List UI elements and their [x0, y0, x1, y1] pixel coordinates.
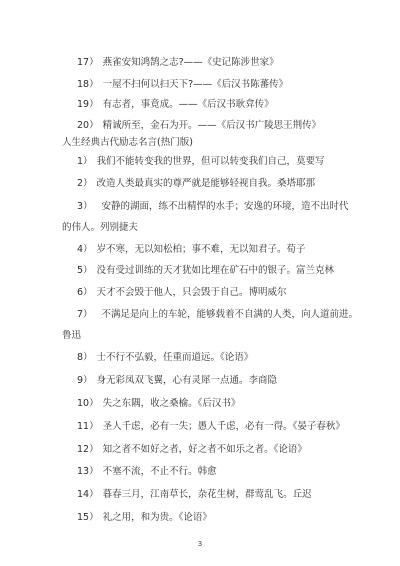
quote-number: 6） [77, 287, 93, 298]
quote-text: 身无彩凤双飞翼，心有灵犀一点通。李商隐 [96, 375, 278, 386]
section-title: 人生经典古代励志名言(热门版) [62, 137, 193, 148]
quote-text: 士不行不弘毅，任重而道远。《论语》 [96, 352, 254, 363]
quote-text: 燕雀安知鸿鹄之志?——《史记陈涉世家》 [102, 57, 279, 68]
quote-5 [77, 264, 334, 277]
quote-number: 19） [77, 99, 99, 110]
quote-text: 有志者，事竟成。——《后汉书耿弇传》 [102, 99, 274, 110]
quote-text: 精诚所至，金石为开。——《后汉书广陵思王荆传》 [102, 120, 322, 131]
quote-number: 4） [77, 244, 93, 255]
quote-13 [77, 465, 217, 478]
page-number: 3 [197, 540, 203, 548]
quote-9 [77, 374, 277, 387]
quote-3 [77, 200, 349, 213]
quote-number: 18） [77, 79, 99, 90]
quote-number: 20） [77, 120, 99, 131]
quote-8 [77, 351, 253, 364]
quote-number: 12） [77, 444, 99, 455]
quote-number: 3） [77, 201, 93, 212]
quote-text: 圣人千虑，必有一失；愚人千虑，必有一得。《晏子春秋》 [102, 421, 345, 432]
quote-text: 失之东隅，收之桑榆。《后汉书》 [102, 398, 241, 409]
quote-2 [77, 177, 315, 190]
quote-text: 岁不寒，无以知松柏；事不难，无以知君子。荀子 [96, 244, 306, 255]
quote-18 [77, 78, 288, 91]
quote-number: 7） [77, 309, 93, 320]
quote-19 [77, 98, 274, 111]
quote-17 [77, 56, 279, 69]
quote-text: 安静的湖面，练不出精悍的水手；安逸的环境，造不出时代 [101, 201, 349, 212]
quote-4 [77, 243, 306, 256]
quote-text: 天才不会毁于他人，只会毁于自己。博明威尔 [96, 287, 287, 298]
quote-text: 不塞不流，不止不行。韩愈 [102, 466, 217, 477]
quote-number: 1） [77, 156, 93, 167]
quote-number: 5） [77, 265, 93, 276]
quote-3-continuation: 的伟人。列别捷夫 [62, 222, 139, 233]
quote-15 [77, 511, 212, 524]
quote-text: 一屋不扫何以扫天下?——《后汉书陈蕃传》 [102, 79, 289, 90]
quote-7-continuation: 鲁迅 [62, 330, 82, 341]
quote-text: 不满足是向上的车轮，能够载着不自满的人类，向人道前进。 [101, 309, 359, 320]
quote-10 [77, 397, 240, 410]
quote-number: 17） [77, 57, 99, 68]
quote-number: 11） [77, 421, 99, 432]
quote-text: 我们不能转变我的世界，但可以转变我们自己，莫要写 [96, 156, 325, 167]
quote-number: 2） [77, 178, 93, 189]
quote-number: 8） [77, 352, 93, 363]
quote-text: 没有受过训练的天才犹如比埋在矿石中的银子。富兰克林 [96, 265, 335, 276]
quote-11 [77, 420, 345, 433]
quote-14 [77, 488, 312, 501]
quote-text: 礼之用，和为贵。《论语》 [102, 512, 212, 523]
quote-6 [77, 286, 287, 299]
quote-number: 14） [77, 489, 99, 500]
quote-number: 13） [77, 466, 99, 477]
quote-number: 15） [77, 512, 99, 523]
quote-text: 暮春三月，江南草长，杂花生树，群莺乱飞。丘迟 [102, 489, 312, 500]
quote-number: 10） [77, 398, 99, 409]
quote-number: 9） [77, 375, 93, 386]
quote-1 [77, 155, 325, 168]
quote-text: 改造人类最真实的尊严就是能够轻视自我。桑塔耶那 [96, 178, 316, 189]
quote-20 [77, 119, 321, 132]
quote-12 [77, 443, 307, 456]
quote-text: 知之者不如好之者，好之者不如乐之者。《论语》 [102, 444, 307, 455]
quote-7 [77, 308, 358, 321]
